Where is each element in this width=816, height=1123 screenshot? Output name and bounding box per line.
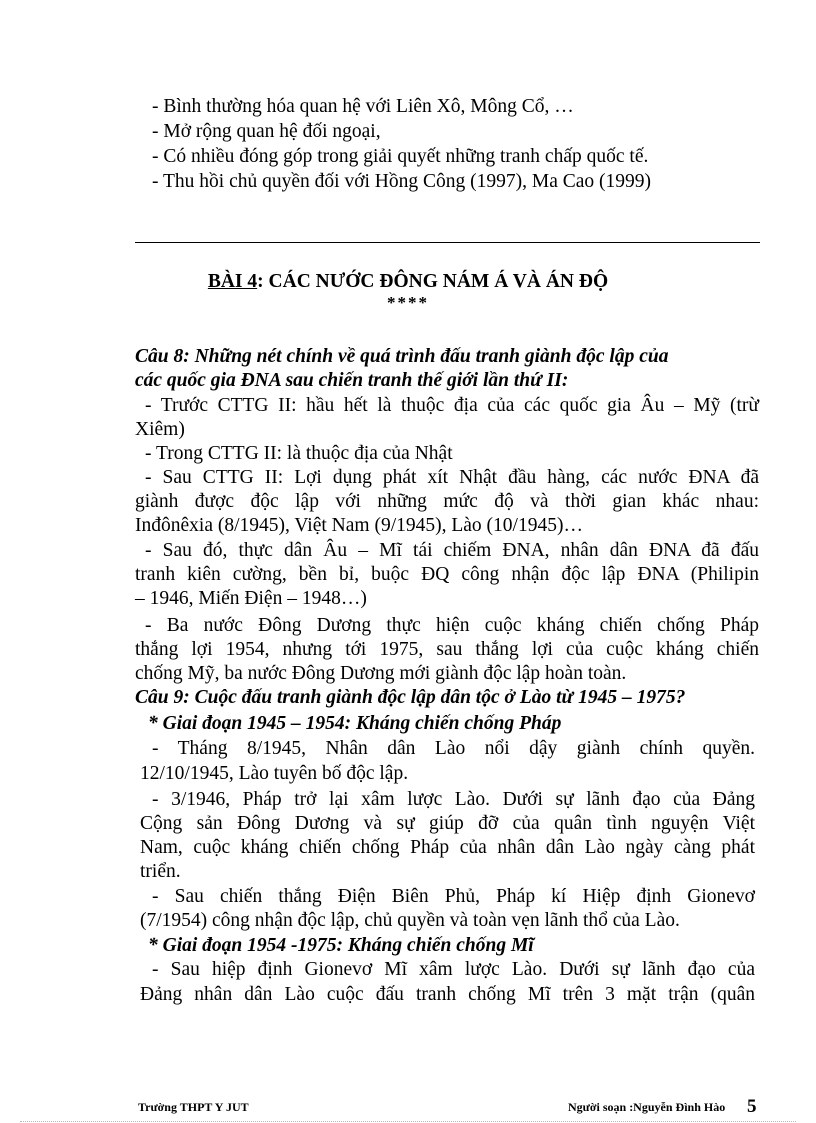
paragraph-line: - Ba nước Đông Dương thực hiện cuộc kháng chiến chống Pháp	[145, 615, 759, 636]
paragraph-line: - Sau CTTG II: Lợi dụng phát xít Nhật đầu hàng, các nước ĐNA đã	[145, 467, 759, 488]
section-subheading: * Giai đoạn 1954 -1975: Kháng chiến chống Mĩ	[148, 935, 534, 956]
footer-author: Người soạn :Nguyễn Đình Hào	[568, 1100, 726, 1114]
paragraph-line: - Sau hiệp định Gionevơ Mĩ xâm lược Lào. Dưới sự lãnh đạo của	[152, 959, 755, 980]
paragraph-line: Nam, cuộc kháng chiến chống Pháp của nhân dân Lào ngày càng phát	[140, 837, 755, 858]
list-item: - Mở rộng quan hệ đối ngoại,	[152, 121, 381, 142]
section-divider	[135, 242, 760, 243]
footer-school: Trường THPT Y JUT	[138, 1100, 249, 1114]
page-number: 5	[747, 1096, 757, 1117]
question-heading: Câu 8: Những nét chính về quá trình đấu tranh giành độc lập của	[135, 346, 669, 367]
title-stars: ****	[387, 293, 429, 312]
lesson-label: BÀI 4	[207, 271, 258, 292]
question-heading: các quốc gia ĐNA sau chiến tranh thế giới lần thứ II:	[135, 370, 569, 391]
paragraph-line: - Trước CTTG II: hầu hết là thuộc địa của các quốc gia Âu – Mỹ (trừ	[145, 395, 759, 416]
paragraph-line: Cộng sản Đông Dương và sự giúp đỡ của quân tình nguyện Việt	[140, 813, 755, 834]
paragraph-line: - Tháng 8/1945, Nhân dân Lào nổi dậy giành chính quyền.	[152, 738, 755, 759]
lesson-title	[0, 270, 816, 294]
paragraph-line: - Sau đó, thực dân Âu – Mĩ tái chiếm ĐNA, nhân dân ĐNA đã đấu	[145, 540, 759, 561]
paragraph-line: giành được độc lập với những mức độ và thời gian khác nhau:	[135, 491, 759, 512]
paragraph-line: - Sau chiến thắng Điện Biên Phủ, Pháp kí Hiệp định Gionevơ	[152, 886, 755, 907]
paragraph-line: 12/10/1945, Lào tuyên bố độc lập.	[140, 763, 409, 784]
paragraph-line: chống Mỹ, ba nước Đông Dương mới giành độc lập hoàn toàn.	[135, 663, 627, 684]
paragraph-line: (7/1954) công nhận độc lập, chủ quyền và toàn vẹn lãnh thổ của Lào.	[140, 910, 680, 931]
paragraph-line: Đảng nhân dân Lào cuộc đấu tranh chống Mĩ trên 3 mặt trận (quân	[140, 984, 755, 1005]
footer-divider	[20, 1121, 796, 1122]
lesson-title-text: : CÁC NƯỚC ĐÔNG NÁM Á VÀ ÁN ĐỘ	[257, 271, 609, 292]
paragraph-line: - Trong CTTG II: là thuộc địa của Nhật	[145, 443, 453, 464]
list-item: - Có nhiều đóng góp trong giải quyết những tranh chấp quốc tế.	[152, 146, 649, 167]
paragraph-line: Xiêm)	[135, 419, 185, 440]
paragraph-line: tranh kiên cường, bền bỉ, buộc ĐQ công nhận độc lập ĐNA (Philipin	[135, 564, 759, 585]
paragraph-line: Inđônêxia (8/1945), Việt Nam (9/1945), Lào (10/1945)…	[135, 515, 583, 536]
paragraph-line: – 1946, Miến Điện – 1948…)	[135, 588, 367, 609]
section-subheading: * Giai đoạn 1945 – 1954: Kháng chiến chống Pháp	[148, 713, 562, 734]
list-item: - Thu hồi chủ quyền đối với Hồng Công (1997), Ma Cao (1999)	[152, 171, 652, 192]
paragraph-line: thắng lợi 1954, nhưng tới 1975, sau thắng lợi của cuộc kháng chiến	[135, 639, 759, 660]
question-heading: Câu 9: Cuộc đấu tranh giành độc lập dân tộc ở Lào từ 1945 – 1975?	[135, 687, 686, 708]
paragraph-line: - 3/1946, Pháp trở lại xâm lược Lào. Dưới sự lãnh đạo của Đảng	[152, 789, 755, 810]
paragraph-line: triển.	[140, 861, 181, 882]
list-item: - Bình thường hóa quan hệ với Liên Xô, Mông Cổ, …	[152, 96, 574, 117]
